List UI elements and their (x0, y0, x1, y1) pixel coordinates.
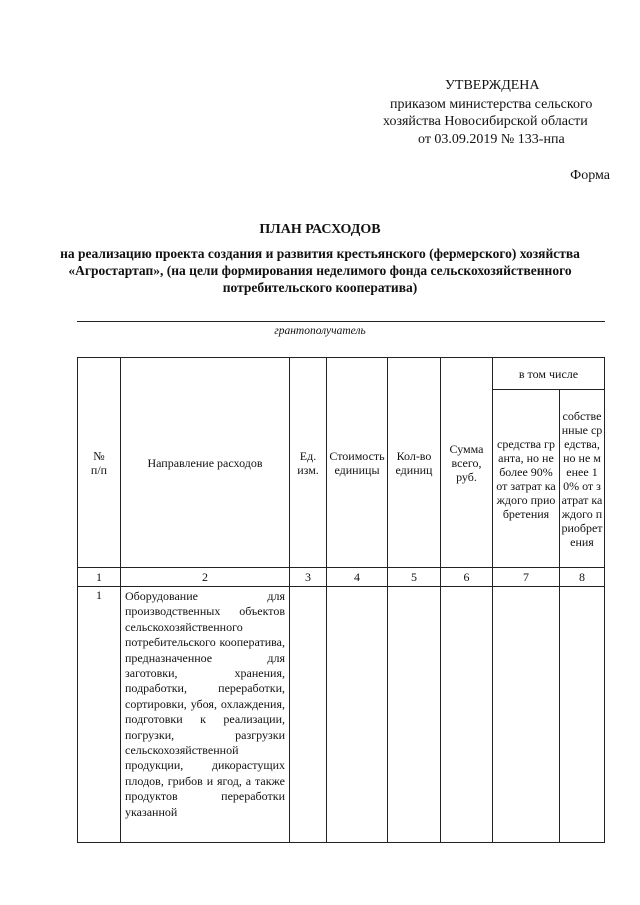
header-grant: средства гранта, но не более 90% от затрат каждого приобретения (493, 390, 560, 568)
order-line-3: от 03.09.2019 № 133-нпа (418, 132, 565, 147)
col-number: 6 (441, 568, 493, 587)
document-title: ПЛАН РАСХОДОВ (259, 222, 381, 237)
row-direction: Оборудование для производственных объектов сельскохозяйственного потребительского кооператива, предназначенное для заготовки, хранения, подработки, переработки, сортировки, убоя, охлаждения, подготовки к реализации, погрузки, разгрузки сельскохозяйственной продукции, дикорастущих плодов, грибов и ягод, а также продуктов переработки указанной (121, 587, 290, 843)
form-label: Форма (570, 168, 610, 183)
grantee-caption: грантополучатель (274, 325, 366, 337)
row-unit-cost (327, 587, 388, 843)
header-direction: Направление расходов (121, 358, 290, 568)
column-numbers-row (78, 568, 605, 587)
header-qty: Кол-во единиц (388, 358, 441, 568)
row-sum (441, 587, 493, 843)
header-sum: Сумма всего, руб. (441, 358, 493, 568)
grantee-line (77, 321, 605, 322)
header-including: в том числе (493, 358, 605, 390)
order-line-1: приказом министерства сельского (390, 97, 593, 112)
col-number: 7 (493, 568, 560, 587)
header-own: собственные средства, но не менее 10% от затрат каждого приобретения (560, 390, 605, 568)
col-number: 5 (388, 568, 441, 587)
col-number: 3 (290, 568, 327, 587)
header-unit-cost: Стоимость единицы (327, 358, 388, 568)
approved-heading: УТВЕРЖДЕНА (445, 78, 540, 93)
col-number: 8 (560, 568, 605, 587)
header-unit: Ед. изм. (290, 358, 327, 568)
table-row (78, 587, 605, 843)
row-qty (388, 587, 441, 843)
row-num: 1 (78, 587, 121, 843)
col-number: 1 (78, 568, 121, 587)
row-own (560, 587, 605, 843)
document-subtitle: на реализацию проекта создания и развития крестьянского (фермерского) хозяйства «Агростартап», (на цели формирования неделимого фонда сельскохозяйственного потребительского кооператива) (60, 246, 580, 295)
row-unit (290, 587, 327, 843)
expense-plan-table (77, 357, 605, 843)
header-num: № п/п (78, 358, 121, 568)
col-number: 4 (327, 568, 388, 587)
row-grant (493, 587, 560, 843)
order-line-2: хозяйства Новосибирской области (383, 114, 588, 129)
col-number: 2 (121, 568, 290, 587)
